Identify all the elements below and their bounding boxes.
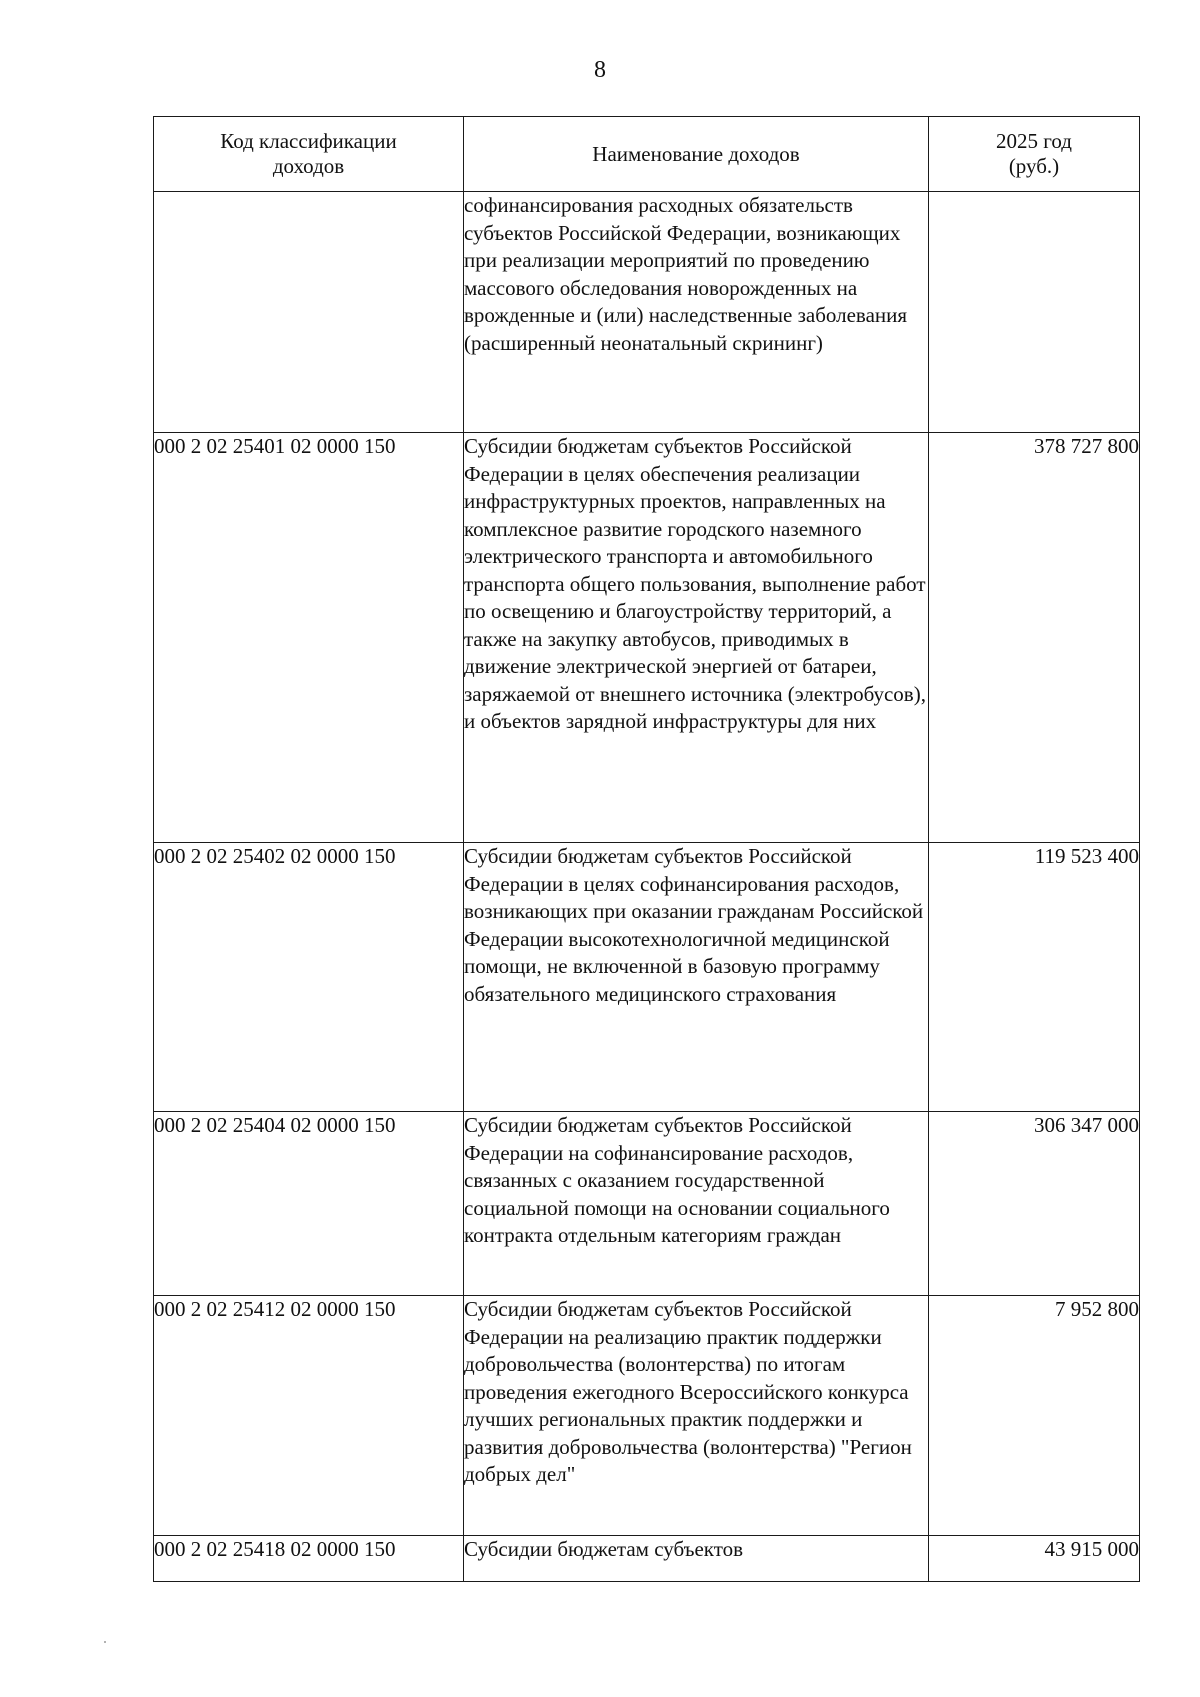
name-cell: Субсидии бюджетам субъектов xyxy=(464,1536,929,1582)
table-row xyxy=(154,843,1140,1112)
code-cell: 000 2 02 25402 02 0000 150 xyxy=(154,843,464,1112)
name-cell: Субсидии бюджетам субъектов Российской Федерации на реализацию практик поддержки добровольчества (волонтерства) по итогам проведения ежегодного Всероссийского конкурса лучших региональных практик поддержки и развития добровольчества (волонтерства) "Регион добрых дел" xyxy=(464,1296,929,1536)
amount-cell: 7 952 800 xyxy=(929,1296,1140,1536)
table-row xyxy=(154,433,1140,843)
name-cell: Субсидии бюджетам субъектов Российской Федерации в целях обеспечения реализации инфраструктурных проектов, направленных на комплексное развитие городского наземного электрического транспорта и автомобильного транспорта общего пользования, выполнение работ по освещению и благоустройству территорий, а также на закупку автобусов, приводимых в движение электрической энергией от батареи, заряжаемой от внешнего источника (электробусов), и объектов зарядной инфраструктуры для них xyxy=(464,433,929,843)
name-cell: Субсидии бюджетам субъектов Российской Федерации на софинансирование расходов, связанных с оказанием государственной социальной помощи на основании социального контракта отдельным категориям граждан xyxy=(464,1112,929,1296)
page-number: 8 xyxy=(594,57,606,83)
name-cell: Субсидии бюджетам субъектов Российской Федерации в целях софинансирования расходов, возникающих при оказании гражданам Российской Федерации высокотехнологичной медицинской помощи, не включенной в базовую программу обязательного медицинского страхования xyxy=(464,843,929,1112)
code-cell xyxy=(154,192,464,433)
table-row xyxy=(154,1536,1140,1582)
table-row xyxy=(154,1296,1140,1536)
amount-cell xyxy=(929,192,1140,433)
amount-cell: 378 727 800 xyxy=(929,433,1140,843)
code-cell: 000 2 02 25412 02 0000 150 xyxy=(154,1296,464,1536)
header-code: Код классификации доходов xyxy=(154,117,464,192)
table-header-row xyxy=(154,117,1140,192)
table-row xyxy=(154,1112,1140,1296)
code-cell: 000 2 02 25404 02 0000 150 xyxy=(154,1112,464,1296)
name-cell: софинансирования расходных обязательств субъектов Российской Федерации, возникающих при реализации мероприятий по проведению массового обследования новорожденных на врожденные и (или) наследственные заболевания (расширенный неонатальный скрининг) xyxy=(464,192,929,433)
header-name: Наименование доходов xyxy=(464,117,929,192)
amount-cell: 119 523 400 xyxy=(929,843,1140,1112)
code-cell: 000 2 02 25401 02 0000 150 xyxy=(154,433,464,843)
amount-cell: 306 347 000 xyxy=(929,1112,1140,1296)
code-cell: 000 2 02 25418 02 0000 150 xyxy=(154,1536,464,1582)
amount-cell: 43 915 000 xyxy=(929,1536,1140,1582)
header-amount: 2025 год (руб.) xyxy=(929,117,1140,192)
table-row xyxy=(154,192,1140,433)
scan-speck xyxy=(104,1641,106,1643)
revenue-table xyxy=(153,116,1140,1582)
